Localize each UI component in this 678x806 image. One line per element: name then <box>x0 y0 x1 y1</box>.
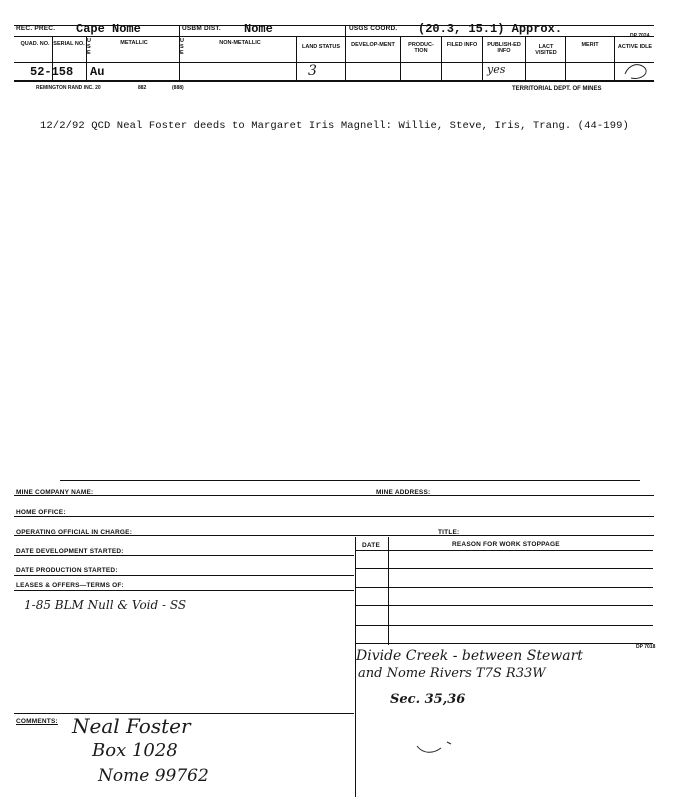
territorial-dept: TERRITORIAL DEPT. OF MINES <box>512 86 602 92</box>
comment-city-zip: Nome 99762 <box>98 766 209 786</box>
form-code-1: 882 <box>138 85 147 91</box>
comments-label: COMMENTS: <box>16 718 58 725</box>
col-use-metallic: U S E <box>87 38 91 56</box>
row-metallic: Au <box>90 65 105 79</box>
mine-address-label: MINE ADDRESS: <box>376 489 431 496</box>
home-office-label: HOME OFFICE: <box>16 509 66 516</box>
location-line-1: Divide Creek - between Stewart <box>356 648 583 664</box>
date-dev-started-label: DATE DEVELOPMENT STARTED: <box>16 548 124 555</box>
row-quad-serial: 52-158 <box>30 65 74 79</box>
usgs-coord-label: USGS COORD. <box>349 25 398 32</box>
col-metallic: METALLIC <box>120 40 148 46</box>
col-filed-info: FILED INFO <box>446 42 478 48</box>
location-line-2: and Nome Rivers T7S R33W <box>358 666 546 681</box>
operating-official-label: OPERATING OFFICIAL IN CHARGE: <box>16 529 133 536</box>
form-number-top: DP 7024 <box>630 33 650 39</box>
form-number-bottom: DP 7018 <box>636 644 656 650</box>
usbm-dist-label: USBM DIST. <box>182 25 221 32</box>
reason-column-label: REASON FOR WORK STOPPAGE <box>452 541 560 548</box>
col-land-status: LAND STATUS <box>302 44 340 50</box>
deed-entry: 12/2/92 QCD Neal Foster deeds to Margaret Iris Magnell: Willie, Steve, Iris, Trang. (44-199) <box>40 120 629 132</box>
col-quad-no: QUAD. NO. <box>20 41 50 47</box>
printer-credit: REMINGTON RAND INC. 20 <box>36 85 101 91</box>
comment-box: Box 1028 <box>92 740 178 761</box>
date-column-label: DATE <box>362 542 381 549</box>
checkmark-scribble <box>415 736 465 758</box>
col-published-info: PUBLISH-ED INFO <box>487 42 521 54</box>
form-code-2: (888) <box>172 85 184 91</box>
mine-company-name-label: MINE COMPANY NAME: <box>16 489 94 496</box>
col-serial-no: SERIAL NO. <box>53 41 85 47</box>
row-published-info: yes <box>487 63 506 76</box>
col-active-idle: ACTIVE IDLE <box>617 44 653 50</box>
usbm-dist-value: Nome <box>244 22 273 36</box>
date-prod-started-label: DATE PRODUCTION STARTED: <box>16 567 118 574</box>
col-last-visited: LACT VISITED <box>535 44 557 56</box>
col-development: DEVELOP-MENT <box>351 42 395 48</box>
col-nonmetallic: NON-METALLIC <box>219 40 261 46</box>
lease-note: 1-85 BLM Null & Void - SS <box>24 598 187 612</box>
col-production: PRODUC-TION <box>408 42 434 54</box>
col-merit: MERIT <box>581 42 599 48</box>
leases-label: LEASES & OFFERS—TERMS OF: <box>16 582 124 589</box>
row-land-status: 3 <box>308 63 317 79</box>
usgs-coord-value: (20.3, 15.1) Approx. <box>418 22 563 36</box>
col-use-nonmetallic: U S E <box>180 38 184 56</box>
sections: Sec. 35,36 <box>390 692 466 707</box>
rec-prec-value: Cape Nome <box>76 22 141 36</box>
active-idle-scribble <box>615 60 655 82</box>
comment-name: Neal Foster <box>72 714 191 738</box>
rec-prec-label: REC. PREC. <box>16 25 56 32</box>
title-label: TITLE: <box>438 529 460 536</box>
